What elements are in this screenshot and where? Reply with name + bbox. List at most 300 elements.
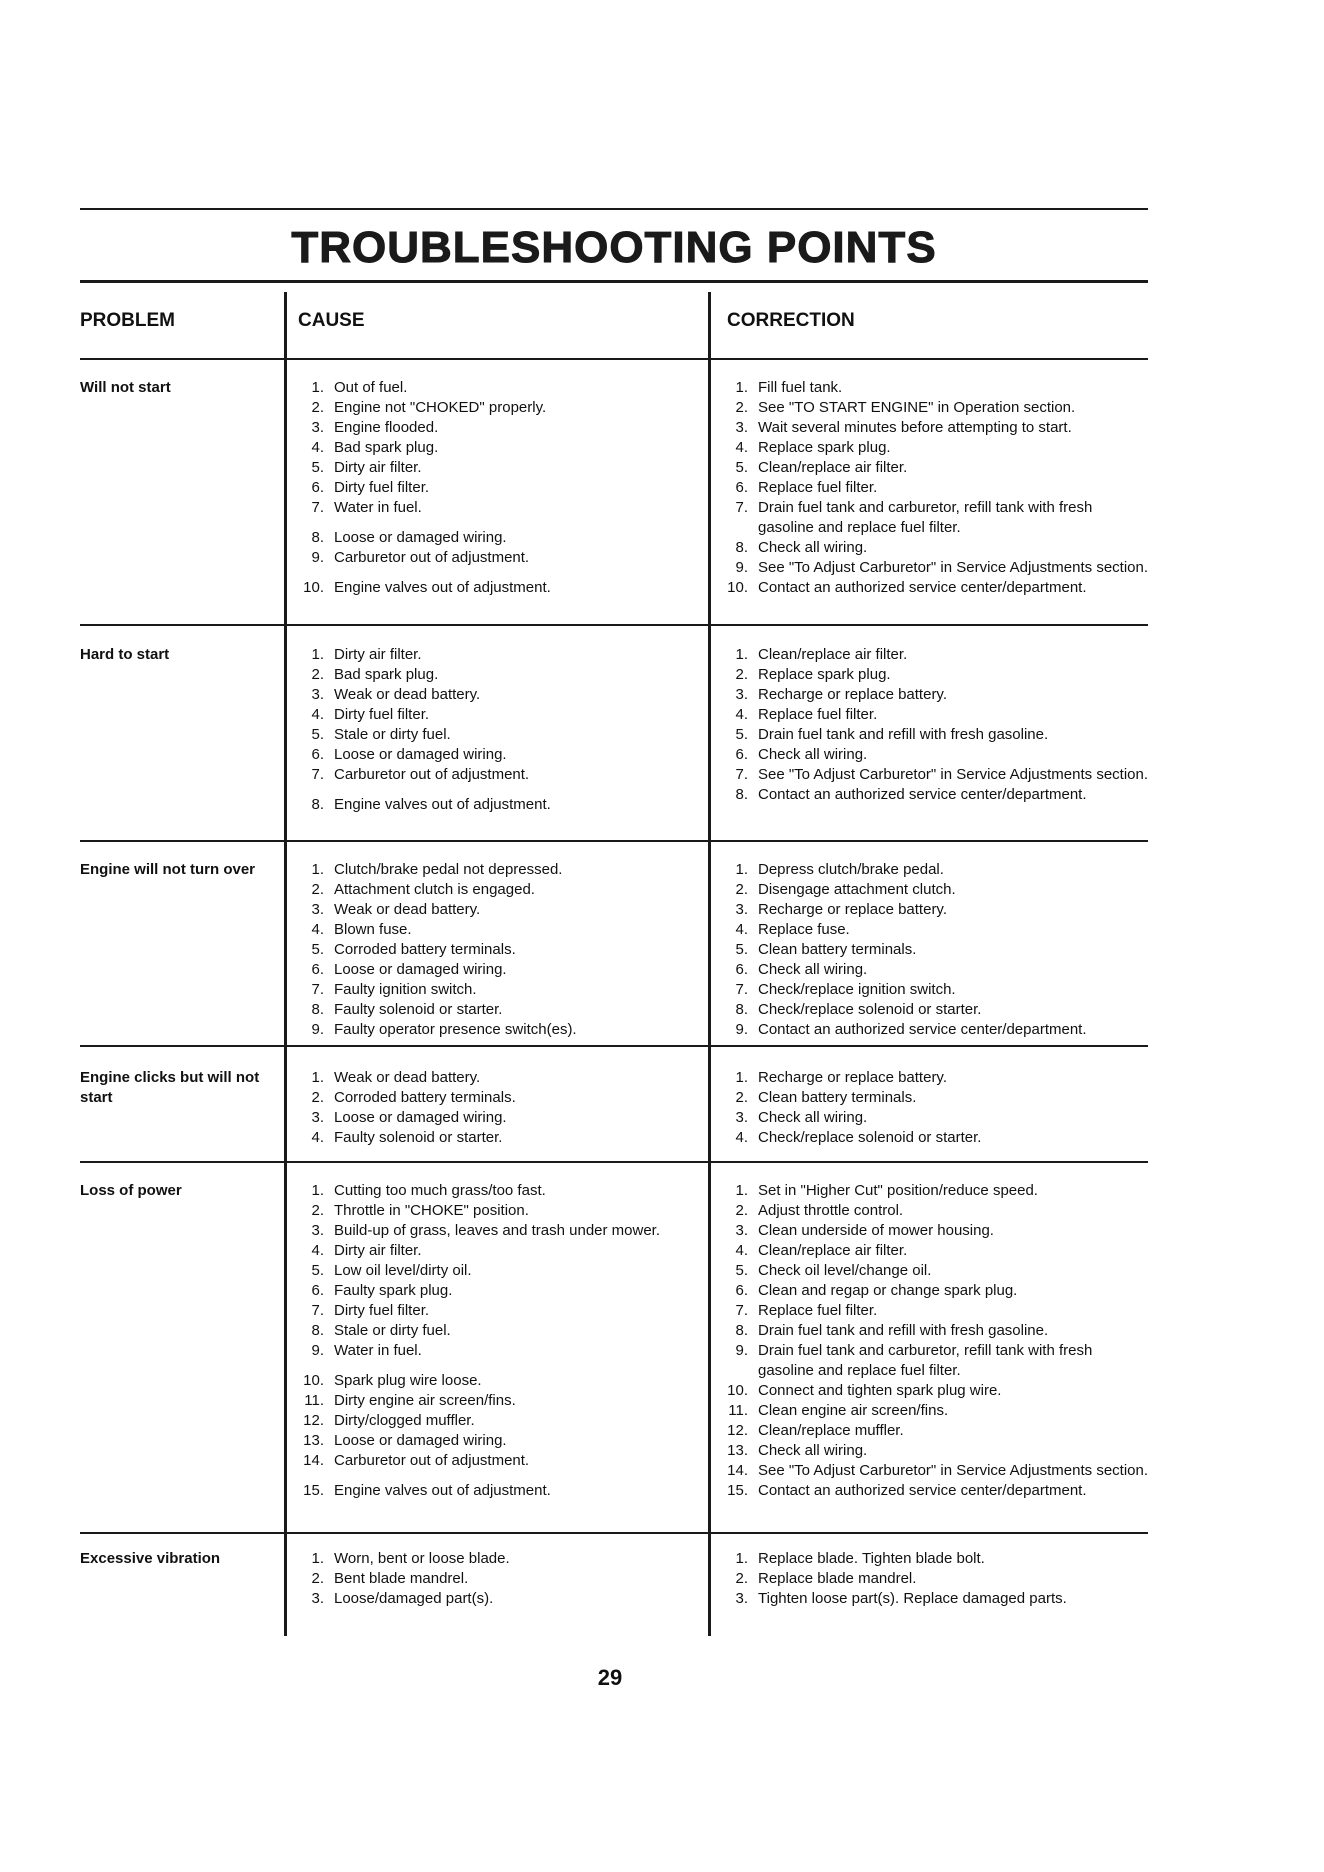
- item-number: 5.: [311, 726, 324, 743]
- cause-item: [296, 705, 776, 725]
- correction-item: [720, 1128, 1148, 1148]
- cause-item: [296, 1341, 776, 1361]
- correction-list: [720, 645, 1148, 805]
- correction-item: [720, 900, 1148, 920]
- item-number: 6.: [311, 1282, 324, 1299]
- item-number: 8.: [311, 1322, 324, 1339]
- item-number: 2.: [735, 1202, 748, 1219]
- item-text: Cutting too much grass/too fast.: [334, 1182, 546, 1199]
- item-text: Replace blade. Tighten blade bolt.: [758, 1550, 985, 1567]
- item-text: Worn, bent or loose blade.: [334, 1550, 510, 1567]
- item-text: Adjust throttle control.: [758, 1202, 904, 1219]
- item-text: Weak or dead battery.: [334, 901, 481, 918]
- item-text: Clean and regap or change spark plug.: [758, 1282, 1018, 1299]
- item-number: 6.: [735, 961, 748, 978]
- item-number: 6.: [735, 479, 748, 496]
- item-text: Drain fuel tank and carburetor, refill tank with fresh gasoline and replace fuel filter.: [758, 1342, 1093, 1379]
- item-number: 6.: [311, 479, 324, 496]
- cause-item: [296, 1569, 776, 1589]
- correction-item: [720, 1221, 1148, 1241]
- correction-item: [720, 1401, 1148, 1421]
- item-number: 15.: [727, 1482, 748, 1499]
- item-number: 4.: [735, 921, 748, 938]
- section-rule: [80, 1532, 1148, 1534]
- cause-item: [296, 1241, 776, 1261]
- item-text: Drain fuel tank and refill with fresh gasoline.: [758, 1322, 1049, 1339]
- cause-item: [296, 528, 776, 548]
- item-number: 14.: [303, 1452, 324, 1469]
- item-number: 4.: [735, 439, 748, 456]
- correction-item: [720, 478, 1148, 498]
- correction-item: [720, 1421, 1148, 1441]
- item-text: Weak or dead battery.: [334, 686, 481, 703]
- page-title: TROUBLESHOOTING POINTS: [291, 223, 937, 272]
- item-number: 8.: [735, 786, 748, 803]
- cause-item: [296, 498, 776, 518]
- item-text: Clean engine air screen/fins.: [758, 1402, 949, 1419]
- item-number: 6.: [311, 746, 324, 763]
- item-number: 1.: [311, 379, 324, 396]
- item-text: Dirty engine air screen/fins.: [334, 1392, 516, 1409]
- item-text: Bent blade mandrel.: [334, 1570, 469, 1587]
- item-text: Engine not "CHOKED" properly.: [334, 399, 547, 416]
- item-number: 2.: [311, 881, 324, 898]
- header-problem: PROBLEM: [80, 310, 175, 331]
- cause-item: [296, 1431, 776, 1451]
- item-text: Faulty operator presence switch(es).: [334, 1021, 577, 1038]
- correction-item: [720, 765, 1148, 785]
- cause-list: [296, 860, 776, 1040]
- cause-item: [296, 458, 776, 478]
- section-rule: [80, 1161, 1148, 1163]
- item-number: 6.: [735, 746, 748, 763]
- item-number: 10.: [727, 1382, 748, 1399]
- correction-list: [720, 1068, 1148, 1148]
- item-number: 4.: [735, 706, 748, 723]
- cause-list: [296, 1068, 776, 1148]
- correction-item: [720, 1181, 1148, 1201]
- item-number: 4.: [311, 1242, 324, 1259]
- item-text: Faulty ignition switch.: [334, 981, 477, 998]
- correction-list: [720, 860, 1148, 1040]
- cause-item: [296, 1321, 776, 1341]
- item-text: Replace fuse.: [758, 921, 850, 938]
- item-number: 2.: [311, 1570, 324, 1587]
- cause-item: [296, 1020, 776, 1040]
- item-number: 1.: [311, 1550, 324, 1567]
- item-text: Fill fuel tank.: [758, 379, 843, 396]
- item-text: Dirty fuel filter.: [334, 479, 430, 496]
- item-number: 7.: [311, 766, 324, 783]
- item-text: Bad spark plug.: [334, 439, 439, 456]
- item-number: 11.: [304, 1392, 324, 1409]
- item-number: 9.: [735, 1021, 748, 1038]
- item-text: Recharge or replace battery.: [758, 901, 947, 918]
- item-number: 8.: [735, 539, 748, 556]
- item-number: 7.: [311, 1302, 324, 1319]
- correction-item: [720, 1441, 1148, 1461]
- correction-item: [720, 920, 1148, 940]
- cause-item: [296, 1128, 776, 1148]
- item-text: Check oil level/change oil.: [758, 1262, 932, 1279]
- cause-item: [296, 1589, 776, 1609]
- cause-item: [296, 1088, 776, 1108]
- cause-item: [296, 645, 776, 665]
- item-text: Set in "Higher Cut" position/reduce speed.: [758, 1182, 1038, 1199]
- item-text: Replace spark plug.: [758, 439, 891, 456]
- item-text: Carburetor out of adjustment.: [334, 549, 530, 566]
- cause-item: [296, 860, 776, 880]
- item-text: Low oil level/dirty oil.: [334, 1262, 472, 1279]
- item-text: Replace spark plug.: [758, 666, 891, 683]
- problem-label: Excessive vibration: [80, 1550, 221, 1567]
- cause-item: [296, 920, 776, 940]
- cause-item: [296, 418, 776, 438]
- cause-item: [296, 398, 776, 418]
- item-text: Engine flooded.: [334, 419, 439, 436]
- item-number: 3.: [311, 686, 324, 703]
- item-number: 1.: [311, 861, 324, 878]
- item-text: Contact an authorized service center/department.: [758, 1482, 1087, 1499]
- cause-item: [296, 378, 776, 398]
- header-correction: CORRECTION: [727, 310, 855, 331]
- correction-item: [720, 1321, 1148, 1341]
- correction-item: [720, 1569, 1148, 1589]
- item-text: Faulty solenoid or starter.: [334, 1129, 503, 1146]
- item-number: 2.: [735, 1089, 748, 1106]
- correction-item: [720, 880, 1148, 900]
- item-number: 2.: [311, 399, 324, 416]
- item-text: Corroded battery terminals.: [334, 941, 516, 958]
- item-number: 7.: [735, 1302, 748, 1319]
- item-text: Clean/replace air filter.: [758, 646, 908, 663]
- item-number: 7.: [735, 766, 748, 783]
- cause-item: [296, 438, 776, 458]
- item-text: Replace fuel filter.: [758, 479, 878, 496]
- item-number: 5.: [311, 941, 324, 958]
- item-number: 6.: [735, 1282, 748, 1299]
- item-number: 10.: [303, 1372, 324, 1389]
- item-number: 4.: [311, 706, 324, 723]
- correction-item: [720, 398, 1148, 418]
- item-text: Stale or dirty fuel.: [334, 1322, 451, 1339]
- correction-item: [720, 1461, 1148, 1481]
- cause-item: [296, 880, 776, 900]
- cause-item: [296, 685, 776, 705]
- item-text: See "TO START ENGINE" in Operation section.: [758, 399, 1076, 416]
- cause-item: [296, 765, 776, 785]
- item-number: 3.: [735, 686, 748, 703]
- correction-item: [720, 578, 1148, 598]
- cause-item: [296, 548, 776, 568]
- item-number: 1.: [311, 646, 324, 663]
- cause-list: [296, 645, 776, 815]
- item-number: 10.: [303, 579, 324, 596]
- correction-item: [720, 1000, 1148, 1020]
- item-text: Dirty air filter.: [334, 459, 422, 476]
- correction-item: [720, 745, 1148, 765]
- item-text: Recharge or replace battery.: [758, 1069, 947, 1086]
- item-number: 4.: [311, 439, 324, 456]
- cause-item: [296, 1201, 776, 1221]
- item-number: 2.: [735, 881, 748, 898]
- item-number: 8.: [311, 1001, 324, 1018]
- section-rule: [80, 1045, 1148, 1047]
- item-number: 1.: [735, 646, 748, 663]
- item-text: Clean battery terminals.: [758, 1089, 917, 1106]
- item-number: 1.: [311, 1069, 324, 1086]
- item-text: Contact an authorized service center/department.: [758, 1021, 1087, 1038]
- item-text: Blown fuse.: [334, 921, 412, 938]
- item-number: 11.: [728, 1402, 748, 1419]
- item-number: 9.: [311, 1342, 324, 1359]
- item-text: Loose or damaged wiring.: [334, 529, 507, 546]
- header-rule: [80, 358, 1148, 360]
- correction-item: [720, 538, 1148, 558]
- correction-item: [720, 1068, 1148, 1088]
- item-number: 8.: [311, 796, 324, 813]
- correction-item: [720, 1281, 1148, 1301]
- item-number: 3.: [311, 1590, 324, 1607]
- item-text: Dirty air filter.: [334, 1242, 422, 1259]
- cause-item: [296, 1281, 776, 1301]
- cause-item: [296, 1481, 776, 1501]
- title-rule: [80, 280, 1148, 283]
- item-text: Clean/replace muffler.: [758, 1422, 904, 1439]
- item-number: 8.: [735, 1322, 748, 1339]
- item-number: 1.: [735, 1182, 748, 1199]
- item-number: 1.: [311, 1182, 324, 1199]
- cause-item: [296, 1261, 776, 1281]
- item-text: See "To Adjust Carburetor" in Service Adjustments section.: [758, 766, 1149, 783]
- item-text: Out of fuel.: [334, 379, 408, 396]
- item-text: Loose or damaged wiring.: [334, 1109, 507, 1126]
- correction-item: [720, 1241, 1148, 1261]
- cause-item: [296, 1301, 776, 1321]
- problem-label: Will not start: [80, 379, 171, 396]
- correction-item: [720, 725, 1148, 745]
- cause-item: [296, 1108, 776, 1128]
- item-text: Bad spark plug.: [334, 666, 439, 683]
- cause-item: [296, 1549, 776, 1569]
- item-text: Stale or dirty fuel.: [334, 726, 451, 743]
- problem-label: Loss of power: [80, 1182, 182, 1199]
- item-text: Contact an authorized service center/department.: [758, 786, 1087, 803]
- item-number: 9.: [311, 549, 324, 566]
- item-number: 5.: [735, 941, 748, 958]
- item-number: 3.: [735, 1590, 748, 1607]
- cause-item: [296, 1068, 776, 1088]
- item-number: 6.: [311, 961, 324, 978]
- cause-item: [296, 1221, 776, 1241]
- item-text: Contact an authorized service center/department.: [758, 579, 1087, 596]
- item-text: Check/replace ignition switch.: [758, 981, 956, 998]
- correction-item: [720, 785, 1148, 805]
- item-text: Dirty fuel filter.: [334, 706, 430, 723]
- correction-item: [720, 1589, 1148, 1609]
- correction-item: [720, 645, 1148, 665]
- problem-label: Engine clicks but will not start: [80, 1069, 260, 1106]
- item-number: 2.: [311, 1089, 324, 1106]
- problem-label: Hard to start: [80, 646, 170, 663]
- item-text: Corroded battery terminals.: [334, 1089, 516, 1106]
- cause-item: [296, 725, 776, 745]
- item-text: Replace blade mandrel.: [758, 1570, 917, 1587]
- item-text: Check/replace solenoid or starter.: [758, 1001, 982, 1018]
- correction-list: [720, 1549, 1148, 1609]
- cause-item: [296, 1181, 776, 1201]
- cause-item: [296, 478, 776, 498]
- item-text: Spark plug wire loose.: [334, 1372, 482, 1389]
- item-number: 9.: [311, 1021, 324, 1038]
- item-number: 4.: [311, 1129, 324, 1146]
- item-number: 4.: [735, 1242, 748, 1259]
- correction-item: [720, 1261, 1148, 1281]
- item-number: 7.: [735, 981, 748, 998]
- correction-item: [720, 558, 1148, 578]
- cause-list: [296, 378, 776, 598]
- item-number: 5.: [311, 459, 324, 476]
- item-number: 5.: [735, 726, 748, 743]
- item-number: 5.: [735, 1262, 748, 1279]
- item-text: Build-up of grass, leaves and trash under mower.: [334, 1222, 661, 1239]
- correction-item: [720, 1481, 1148, 1501]
- correction-item: [720, 1549, 1148, 1569]
- cause-item: [296, 1451, 776, 1471]
- correction-item: [720, 1341, 1148, 1381]
- item-number: 7.: [735, 499, 748, 516]
- correction-item: [720, 1088, 1148, 1108]
- item-number: 3.: [735, 901, 748, 918]
- top-rule: [80, 208, 1148, 210]
- item-number: 1.: [735, 1069, 748, 1086]
- correction-item: [720, 498, 1148, 538]
- item-number: 1.: [735, 861, 748, 878]
- cause-item: [296, 900, 776, 920]
- item-number: 2.: [311, 666, 324, 683]
- item-text: Loose or damaged wiring.: [334, 1432, 507, 1449]
- item-text: Dirty air filter.: [334, 646, 422, 663]
- correction-item: [720, 1381, 1148, 1401]
- item-number: 12.: [727, 1422, 748, 1439]
- correction-item: [720, 705, 1148, 725]
- item-number: 7.: [311, 981, 324, 998]
- item-number: 12.: [303, 1412, 324, 1429]
- item-text: Loose/damaged part(s).: [334, 1590, 494, 1607]
- correction-item: [720, 665, 1148, 685]
- item-number: 4.: [735, 1129, 748, 1146]
- item-text: Depress clutch/brake pedal.: [758, 861, 944, 878]
- item-number: 4.: [311, 921, 324, 938]
- item-text: Drain fuel tank and refill with fresh gasoline.: [758, 726, 1049, 743]
- item-text: Dirty fuel filter.: [334, 1302, 430, 1319]
- item-text: Check all wiring.: [758, 961, 868, 978]
- item-text: Check all wiring.: [758, 539, 868, 556]
- correction-item: [720, 860, 1148, 880]
- correction-item: [720, 960, 1148, 980]
- item-text: Engine valves out of adjustment.: [334, 1482, 551, 1499]
- item-text: Weak or dead battery.: [334, 1069, 481, 1086]
- item-text: Loose or damaged wiring.: [334, 746, 507, 763]
- cause-item: [296, 795, 776, 815]
- item-text: Clutch/brake pedal not depressed.: [334, 861, 563, 878]
- item-number: 3.: [311, 419, 324, 436]
- item-number: 13.: [303, 1432, 324, 1449]
- item-number: 5.: [735, 459, 748, 476]
- item-number: 8.: [735, 1001, 748, 1018]
- section-rule: [80, 840, 1148, 842]
- item-text: Replace fuel filter.: [758, 1302, 878, 1319]
- problem-label: Engine will not turn over: [80, 861, 256, 878]
- correction-item: [720, 418, 1148, 438]
- item-number: 9.: [735, 1342, 748, 1359]
- item-text: Water in fuel.: [334, 1342, 422, 1359]
- item-text: Clean/replace air filter.: [758, 1242, 908, 1259]
- cause-item: [296, 1000, 776, 1020]
- correction-item: [720, 980, 1148, 1000]
- cause-item: [296, 1371, 776, 1391]
- correction-item: [720, 1301, 1148, 1321]
- item-number: 3.: [311, 901, 324, 918]
- correction-list: [720, 1181, 1148, 1501]
- item-text: Disengage attachment clutch.: [758, 881, 956, 898]
- item-number: 15.: [303, 1482, 324, 1499]
- item-text: Check all wiring.: [758, 1109, 868, 1126]
- cause-item: [296, 1391, 776, 1411]
- item-text: Carburetor out of adjustment.: [334, 1452, 530, 1469]
- correction-list: [720, 378, 1148, 598]
- item-number: 2.: [735, 666, 748, 683]
- item-number: 2.: [311, 1202, 324, 1219]
- item-text: Recharge or replace battery.: [758, 686, 947, 703]
- item-text: Check/replace solenoid or starter.: [758, 1129, 982, 1146]
- item-number: 10.: [727, 579, 748, 596]
- cause-item: [296, 745, 776, 765]
- item-number: 7.: [311, 499, 324, 516]
- correction-item: [720, 1201, 1148, 1221]
- item-number: 3.: [311, 1222, 324, 1239]
- item-text: Dirty/clogged muffler.: [334, 1412, 475, 1429]
- item-text: Engine valves out of adjustment.: [334, 796, 551, 813]
- item-number: 3.: [735, 419, 748, 436]
- item-number: 1.: [735, 379, 748, 396]
- item-number: 3.: [311, 1109, 324, 1126]
- item-number: 2.: [735, 399, 748, 416]
- cause-item: [296, 980, 776, 1000]
- item-text: Loose or damaged wiring.: [334, 961, 507, 978]
- item-text: Replace fuel filter.: [758, 706, 878, 723]
- correction-item: [720, 1020, 1148, 1040]
- item-text: Check all wiring.: [758, 1442, 868, 1459]
- item-text: Clean underside of mower housing.: [758, 1222, 994, 1239]
- item-text: Carburetor out of adjustment.: [334, 766, 530, 783]
- header-cause: CAUSE: [298, 310, 365, 331]
- correction-item: [720, 438, 1148, 458]
- cause-item: [296, 1411, 776, 1431]
- cause-item: [296, 960, 776, 980]
- item-text: Tighten loose part(s). Replace damaged parts.: [758, 1590, 1067, 1607]
- item-text: Check all wiring.: [758, 746, 868, 763]
- section-rule: [80, 624, 1148, 626]
- item-text: Connect and tighten spark plug wire.: [758, 1382, 1002, 1399]
- item-number: 3.: [735, 1109, 748, 1126]
- item-number: 9.: [735, 559, 748, 576]
- item-text: Attachment clutch is engaged.: [334, 881, 535, 898]
- item-text: Throttle in "CHOKE" position.: [334, 1202, 529, 1219]
- item-text: Clean battery terminals.: [758, 941, 917, 958]
- correction-item: [720, 685, 1148, 705]
- item-number: 14.: [727, 1462, 748, 1479]
